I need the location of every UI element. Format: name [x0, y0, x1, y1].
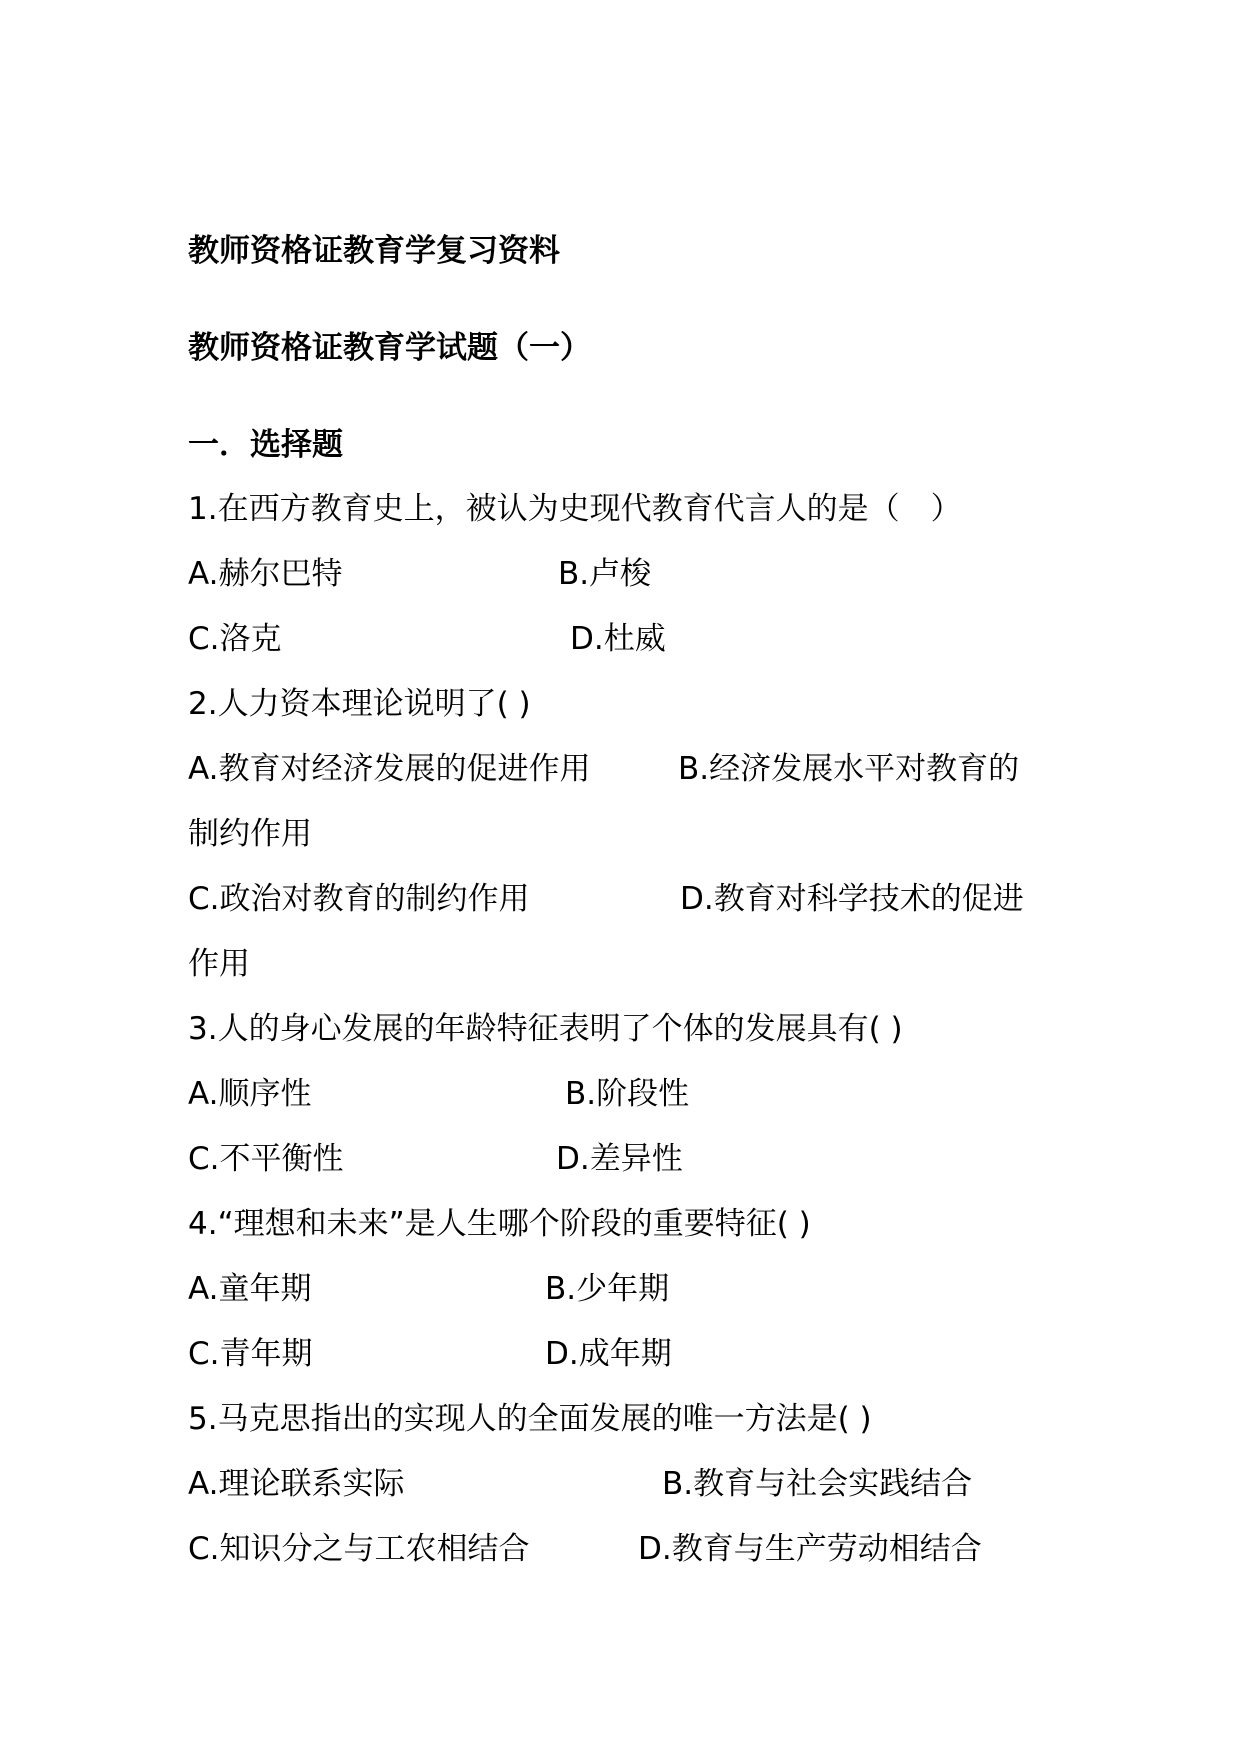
- question-3-option-b: B.阶段性: [565, 1076, 690, 1112]
- question-2-option-b: B.经济发展水平对教育的: [678, 751, 1020, 787]
- document-subtitle: 教师资格证教育学试题（一）: [188, 330, 591, 366]
- document-title: 教师资格证教育学复习资料: [188, 233, 560, 269]
- question-5-option-c: C.知识分之与工农相结合: [188, 1531, 530, 1567]
- question-1-option-d: D.杜威: [570, 621, 666, 657]
- question-2-stem: 2.人力资本理论说明了( ): [188, 686, 531, 722]
- section-heading: 一．选择题: [188, 427, 343, 463]
- question-2-option-c: C.政治对教育的制约作用: [188, 881, 530, 917]
- question-4-option-a: A.童年期: [188, 1271, 312, 1307]
- question-4-stem: 4.“理想和未来”是人生哪个阶段的重要特征( ): [188, 1206, 811, 1242]
- question-1-stem: 1.在西方教育史上，被认为史现代教育代言人的是（ ）: [188, 491, 962, 527]
- question-4-option-c: C.青年期: [188, 1336, 313, 1372]
- question-1-option-b: B.卢梭: [558, 556, 652, 592]
- question-5-option-d: D.教育与生产劳动相结合: [638, 1531, 982, 1567]
- question-2-option-d: D.教育对科学技术的促进: [680, 881, 1024, 917]
- question-1-option-a: A.赫尔巴特: [188, 556, 343, 592]
- question-4-option-d: D.成年期: [545, 1336, 672, 1372]
- question-5-option-b: B.教育与社会实践结合: [662, 1466, 973, 1502]
- question-2-option-d-cont: 作用: [188, 946, 250, 982]
- question-3-stem: 3.人的身心发展的年龄特征表明了个体的发展具有( ): [188, 1011, 903, 1047]
- question-3-option-a: A.顺序性: [188, 1076, 312, 1112]
- question-5-option-a: A.理论联系实际: [188, 1466, 405, 1502]
- question-5-stem: 5.马克思指出的实现人的全面发展的唯一方法是( ): [188, 1401, 872, 1437]
- question-3-option-c: C.不平衡性: [188, 1141, 344, 1177]
- question-2-option-a: A.教育对经济发展的促进作用: [188, 751, 591, 787]
- question-2-option-b-cont: 制约作用: [188, 816, 312, 852]
- question-3-option-d: D.差异性: [556, 1141, 683, 1177]
- question-1-option-c: C.洛克: [188, 621, 282, 657]
- question-4-option-b: B.少年期: [545, 1271, 670, 1307]
